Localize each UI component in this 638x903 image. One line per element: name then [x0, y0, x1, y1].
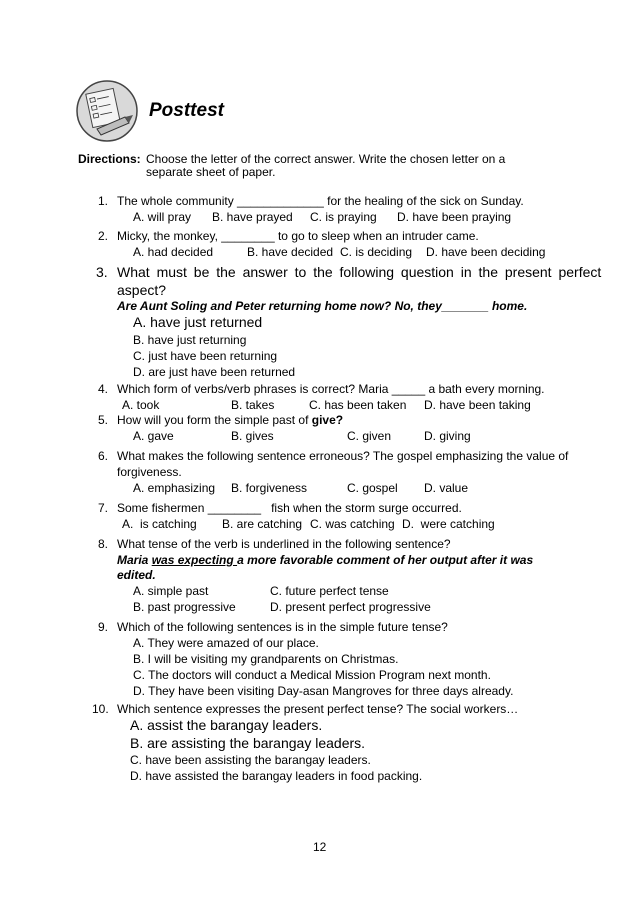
question-prompt: Maria was expecting a more favorable comment of her output after it was — [117, 553, 534, 567]
option-b: B. have prayed — [212, 210, 293, 224]
option-d: D. were catching — [402, 517, 495, 531]
option-b: B. have just returning — [133, 333, 247, 347]
underlined-verb: was expecting — [151, 553, 238, 567]
option-b: B. have decided — [247, 245, 334, 259]
question-text: What tense of the verb is underlined in the following sentence? — [117, 537, 451, 551]
option-c: C. was catching — [310, 517, 395, 531]
question-text-line2: aspect? — [117, 282, 167, 298]
checklist-pencil-icon — [75, 79, 139, 143]
question-prompt-line2: edited. — [117, 568, 156, 582]
question-text: How will you form the simple past of give? — [117, 413, 344, 427]
option-b: B. takes — [231, 398, 275, 412]
option-a: A. emphasizing — [133, 481, 216, 495]
option-c: C. just have been returning — [133, 349, 278, 363]
option-d: D. They have been visiting Day-asan Mangroves for three days already. — [133, 684, 514, 698]
option-a: A. took — [122, 398, 160, 412]
question-text: Which sentence expresses the present perfect tense? The social workers… — [117, 702, 519, 716]
option-c: C. have been assisting the barangay leaders. — [130, 753, 371, 767]
question-text-line1: What makes the following sentence erroneous? The gospel emphasizing the value of — [117, 449, 569, 463]
option-d: D. have been praying — [397, 210, 512, 224]
question-text: Which of the following sentences is in the simple future tense? — [117, 620, 448, 634]
option-b: B. are catching — [222, 517, 303, 531]
option-c: C. The doctors will conduct a Medical Mission Program next month. — [133, 668, 491, 682]
question-number: 1. — [98, 194, 109, 208]
option-d: D. are just have been returned — [133, 365, 296, 379]
option-c: C. given — [347, 429, 392, 443]
option-a: A. gave — [133, 429, 174, 443]
question-text-line2: forgiveness. — [117, 465, 182, 479]
option-c: C. is deciding — [340, 245, 413, 259]
question-text: Some fishermen ________ fish when the storm surge occurred. — [117, 501, 462, 515]
option-d: D. giving — [424, 429, 471, 443]
question-number: 9. — [98, 620, 109, 634]
option-a: A. have just returned — [133, 314, 263, 330]
directions-text-line1: Choose the letter of the correct answer. Write the chosen letter on a — [146, 152, 506, 166]
option-a: A. assist the barangay leaders. — [130, 717, 323, 733]
page-title: Posttest — [149, 100, 224, 121]
question-prompt: Are Aunt Soling and Peter returning home now? No, they_______ home. — [117, 299, 528, 313]
option-d: D. have been deciding — [426, 245, 546, 259]
page-number: 12 — [313, 840, 327, 854]
question-number: 4. — [98, 382, 109, 396]
question-number: 2. — [98, 229, 109, 243]
question-number: 5. — [98, 413, 109, 427]
question-text: The whole community _____________ for the healing of the sick on Sunday. — [117, 194, 524, 208]
option-c: C. has been taken — [309, 398, 407, 412]
question-number: 10. — [92, 702, 109, 716]
option-a: A. will pray — [133, 210, 192, 224]
option-b: B. forgiveness — [231, 481, 308, 495]
directions-text-line2: separate sheet of paper. — [146, 165, 276, 179]
option-a: A. They were amazed of our place. — [133, 636, 319, 650]
option-b: B. I will be visiting my grandparents on Christmas. — [133, 652, 399, 666]
directions-label: Directions: — [78, 152, 141, 166]
option-d: D. have assisted the barangay leaders in food packing. — [130, 769, 423, 783]
question-number: 8. — [98, 537, 109, 551]
question-number: 7. — [98, 501, 109, 515]
option-d: D. present perfect progressive — [270, 600, 431, 614]
option-c: C. gospel — [347, 481, 398, 495]
option-b: B. are assisting the barangay leaders. — [130, 735, 366, 751]
option-d: D. have been taking — [424, 398, 531, 412]
option-d: D. value — [424, 481, 469, 495]
question-number: 6. — [98, 449, 109, 463]
question-text: Which form of verbs/verb phrases is correct? Maria _____ a bath every morning. — [117, 382, 545, 396]
option-a: A. simple past — [133, 584, 209, 598]
option-c: C. future perfect tense — [270, 584, 389, 598]
option-b: B. gives — [231, 429, 274, 443]
question-text: Micky, the monkey, ________ to go to sleep when an intruder came. — [117, 229, 479, 243]
question-number: 3. — [96, 264, 108, 280]
option-a: A. had decided — [133, 245, 214, 259]
option-b: B. past progressive — [133, 600, 236, 614]
question-text-line1: What must be the answer to the following question in the present perfect — [117, 264, 602, 280]
option-c: C. is praying — [310, 210, 377, 224]
option-a: A. is catching — [122, 517, 197, 531]
